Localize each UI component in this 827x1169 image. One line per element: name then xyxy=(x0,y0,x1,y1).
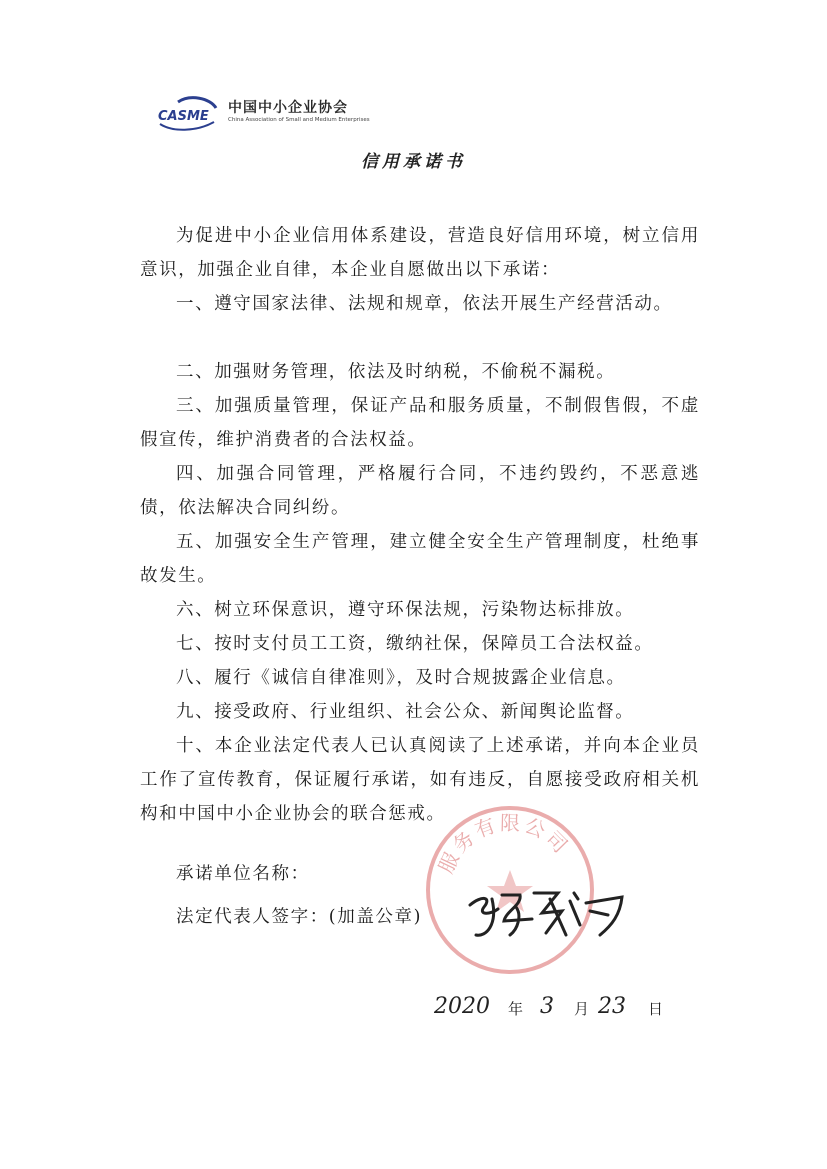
org-logo xyxy=(156,96,370,132)
legal-representative-label: 法定代表人签字：(加盖公章) xyxy=(176,907,423,927)
commitment-item-9: 九、接受政府、行业组织、社会公众、新闻舆论监督。 xyxy=(176,702,635,722)
commitment-item-5: 五、加强安全生产管理，建立健全安全生产管理制度，杜绝事故发生。 xyxy=(140,532,700,586)
casme-logo-icon xyxy=(156,96,220,132)
date-year-unit: 年 xyxy=(508,1000,524,1018)
date-day-unit: 日 xyxy=(648,1000,664,1018)
commitment-item-2: 二、加强财务管理，依法及时纳税，不偷税不漏税。 xyxy=(176,362,616,382)
org-name: 中国中小企业协会 xyxy=(228,100,348,116)
svg-text:服务有限公司: 服务有限公司 xyxy=(433,810,575,877)
date-month: 3 xyxy=(540,994,554,1019)
commitment-date xyxy=(434,992,674,1028)
svg-text:CASME: CASME xyxy=(158,109,209,124)
commitment-unit-label: 承诺单位名称： xyxy=(176,864,310,884)
date-day: 23 xyxy=(598,994,626,1019)
date-month-unit: 月 xyxy=(574,1000,590,1018)
commitment-item-4: 四、加强合同管理，严格履行合同，不违约毁约，不恶意逃债，依法解决合同纠纷。 xyxy=(140,464,700,518)
commitment-item-3: 三、加强质量管理，保证产品和服务质量，不制假售假，不虚假宣传，维护消费者的合法权益。 xyxy=(140,396,700,450)
commitment-item-7: 七、按时支付员工工资，缴纳社保，保障员工合法权益。 xyxy=(176,634,654,654)
commitment-item-8: 八、履行《诚信自律准则》，及时合规披露企业信息。 xyxy=(176,668,626,688)
commitment-item-1: 一、遵守国家法律、法规和规章，依法开展生产经营活动。 xyxy=(176,294,673,314)
date-year: 2020 xyxy=(434,994,490,1019)
commitment-item-6: 六、树立环保意识，遵守环保法规，污染物达标排放。 xyxy=(176,600,635,620)
intro-paragraph: 为促进中小企业信用体系建设，营造良好信用环境，树立信用意识，加强企业自律，本企业自愿做出以下承诺： xyxy=(140,226,700,280)
handwritten-signature xyxy=(462,885,642,945)
document-title: 信用承诺书 xyxy=(361,152,466,172)
org-name-english: China Association of Small and Medium Enterprises xyxy=(228,117,370,123)
commitment-item-10: 十、本企业法定代表人已认真阅读了上述承诺，并向本企业员工作了宣传教育，保证履行承诺，如有违反，自愿接受政府相关机构和中国中小企业协会的联合惩戒。 xyxy=(140,736,700,824)
